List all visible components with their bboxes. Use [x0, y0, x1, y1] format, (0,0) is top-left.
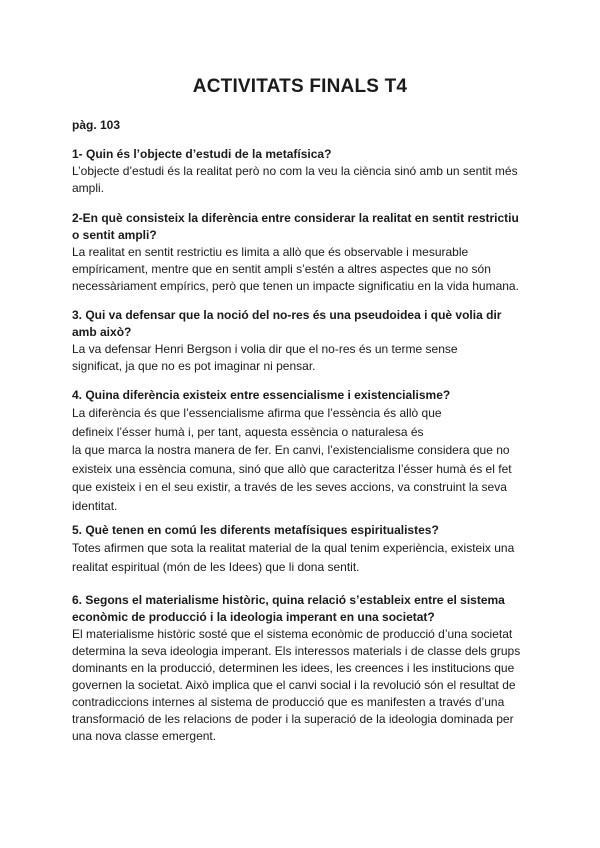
- question-6: [72, 592, 532, 626]
- question-line: amb això?: [72, 325, 132, 339]
- answer-line: dominants en la producció, determinen les idees, les creences i les institucions que: [72, 661, 515, 675]
- answer-2: [72, 244, 532, 295]
- question-1: [72, 146, 532, 163]
- answer-3: [72, 341, 532, 375]
- question-2: [72, 210, 532, 244]
- question-block-3: [72, 307, 532, 375]
- answer-line: determina la seva ideologia imperant. Els interessos materials i de classe dels grups: [72, 644, 521, 658]
- question-line: 5. Què tenen en comú les diferents metafísiques espiritualistes?: [72, 523, 439, 537]
- answer-line: La realitat en sentit restrictiu es limita a allò que és observable i mesurable: [72, 245, 469, 259]
- question-line: 2-En què consisteix la diferència entre considerar la realitat en sentit restrictiu: [72, 211, 519, 225]
- answer-line: existeix una essència comuna, sinó que allò que caracteritza l’ésser humà és el fet: [72, 461, 512, 476]
- question-4: [72, 387, 532, 404]
- question-block-1: [72, 146, 532, 197]
- answer-line: El materialisme històric sosté que el sistema econòmic de producció d’una societat: [72, 627, 513, 641]
- answer-line: governen la societat. Això implica que el canvi social i la revolució són el resultat de: [72, 678, 516, 692]
- question-3: [72, 307, 532, 341]
- answer-line: transformació de les relacions de poder i la superació de la ideologia dominada per: [72, 712, 514, 726]
- page-reference: pàg. 103: [72, 118, 121, 132]
- answer-line: defineix l’ésser humà i, per tant, aquesta essència o naturalesa és: [72, 424, 424, 439]
- answer-line: identitat.: [72, 498, 118, 513]
- answer-4: [72, 404, 532, 515]
- question-line: 6. Segons el materialisme històric, quina relació s’estableix entre el sistema: [72, 593, 505, 607]
- question-block-6: [72, 592, 532, 745]
- question-block-5: [72, 522, 532, 576]
- document-title: ACTIVITATS FINALS T4: [192, 76, 408, 97]
- question-line: 4. Quina diferència existeix entre essencialisme i existencialisme?: [72, 388, 451, 402]
- question-line: 3. Qui va defensar que la noció del no-res és una pseudoidea i què volia dir: [72, 308, 502, 322]
- answer-line: necessàriament empírics, però que tenen un impacte significatiu en la vida humana.: [72, 279, 519, 293]
- answer-line: L’objecte d’estudi és la realitat però no com la veu la ciència sinó amb un sentit més: [72, 164, 518, 178]
- question-line: econòmic de producció i la ideologia imperant en una societat?: [72, 610, 435, 624]
- answer-5: [72, 539, 532, 576]
- question-block-4: [72, 387, 532, 515]
- answer-line: que existeix i en el seu existir, a través de les seves accions, va construint la seva: [72, 480, 507, 494]
- answer-line: Totes afirmen que sota la realitat material de la qual tenim experiència, existeix una: [72, 541, 515, 555]
- answer-line: la que marca la nostra manera de fer. En canvi, l’existencialisme considera que no: [72, 443, 510, 457]
- question-line: 1- Quin és l’objecte d’estudi de la metafísica?: [72, 147, 332, 161]
- answer-line: ampli.: [72, 181, 105, 195]
- answer-line: La va defensar Henri Bergson i volia dir que el no-res és un terme sense: [72, 342, 458, 356]
- question-5: [72, 522, 532, 539]
- answer-line: significat, ja que no es pot imaginar ni pensar.: [72, 359, 316, 373]
- answer-1: [72, 163, 532, 197]
- answer-line: La diferència és que l’essencialisme afirma que l’essència és allò que: [72, 406, 442, 420]
- answer-6: [72, 626, 532, 745]
- answer-line: contradiccions internes al sistema de producció que es manifesten a través d’una: [72, 695, 505, 709]
- answer-line: una nova classe emergent.: [72, 729, 217, 743]
- answer-line: realitat espiritual (món de les Idees) que li dona sentit.: [72, 559, 360, 574]
- question-line: o sentit ampli?: [72, 228, 157, 242]
- question-block-2: [72, 210, 532, 295]
- answer-line: empíricament, mentre que en sentit ampli s’estén a altres aspectes que no són: [72, 262, 491, 276]
